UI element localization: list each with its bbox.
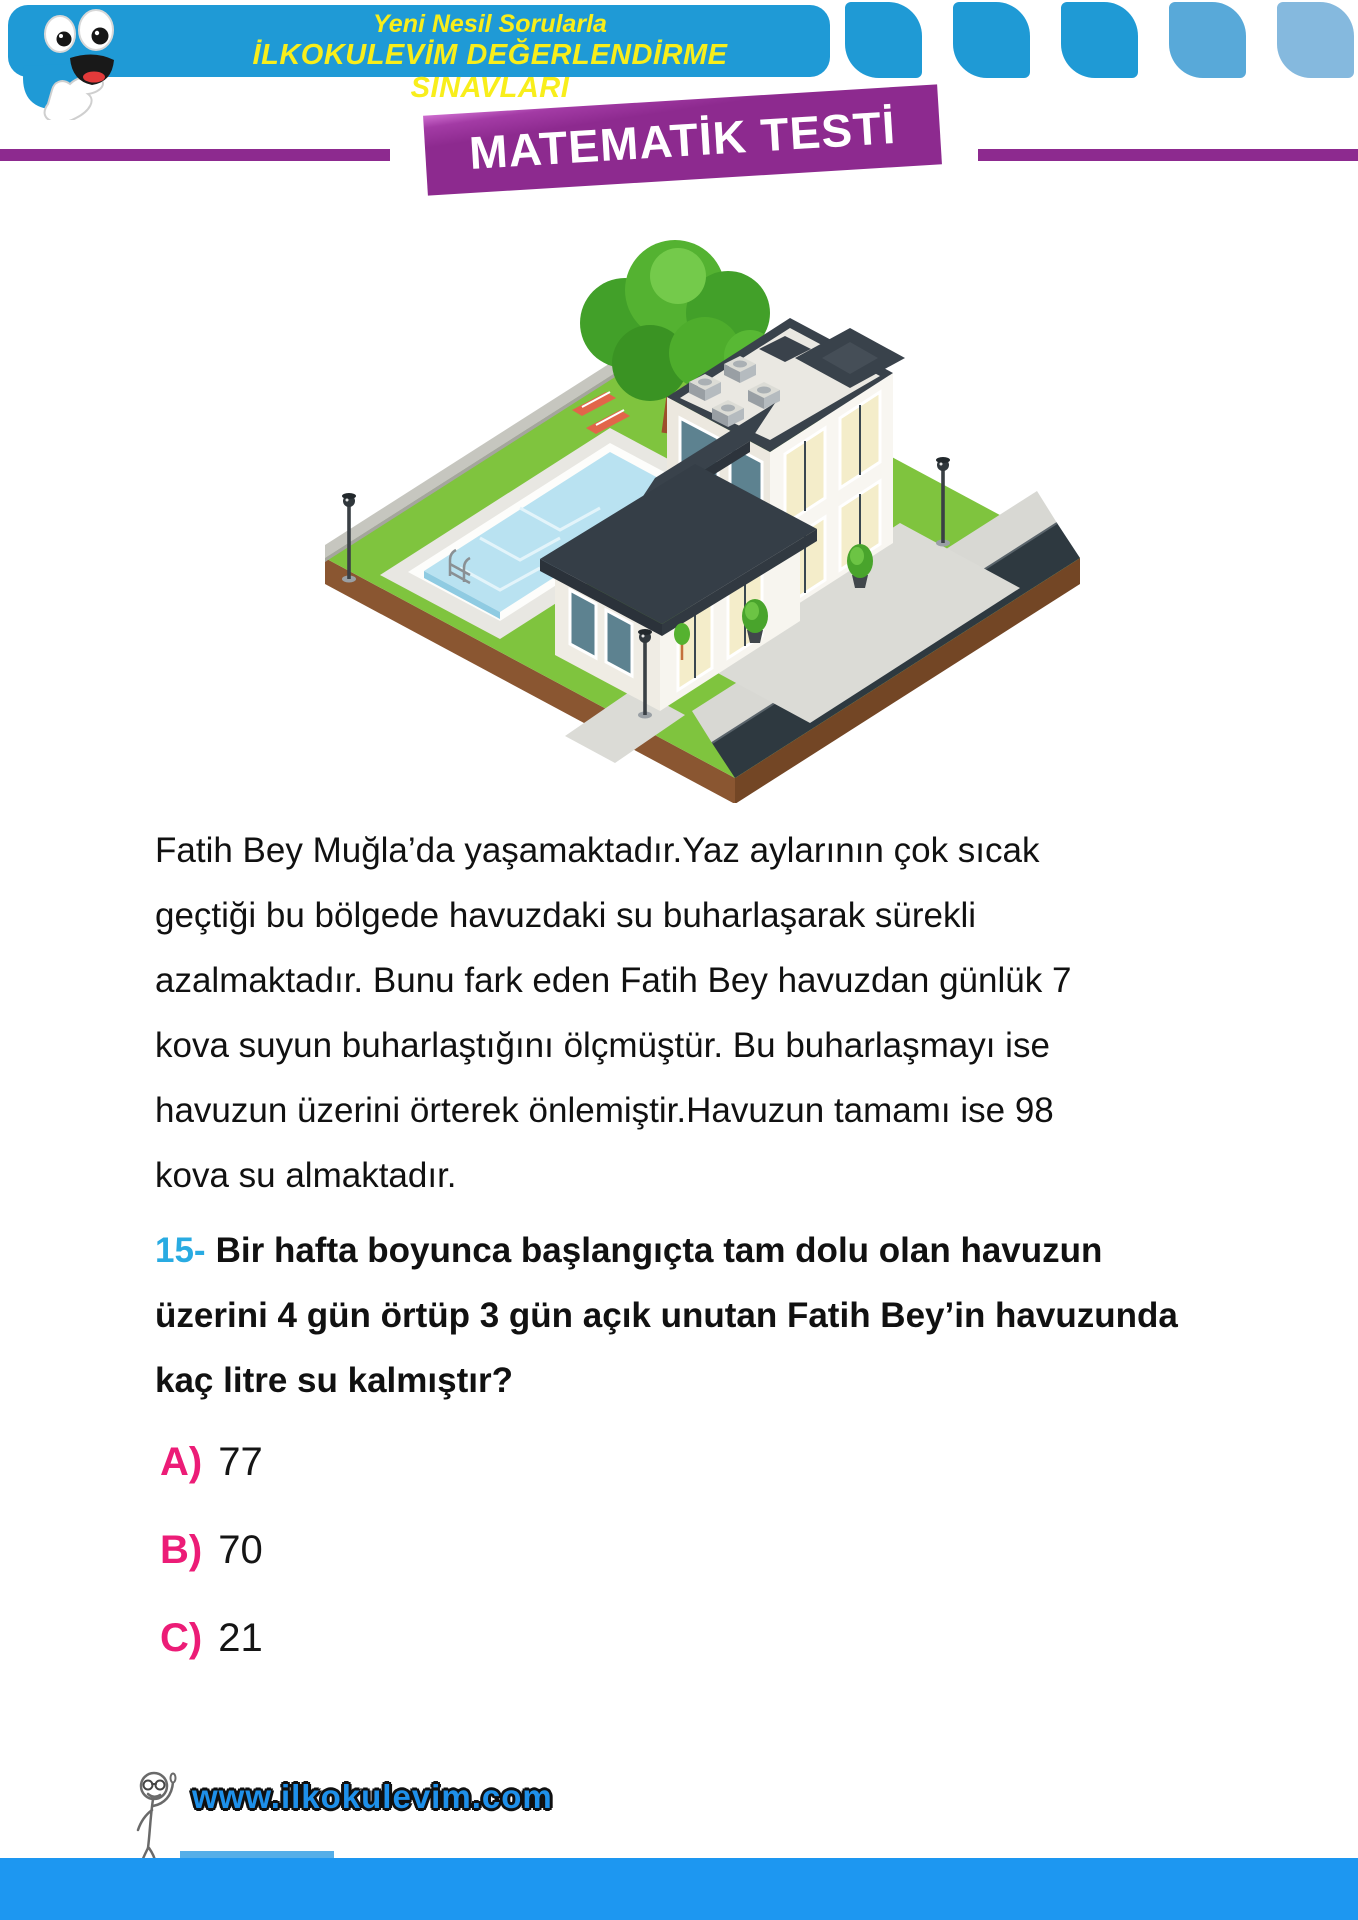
question-line: üzerini 4 gün örtüp 3 gün açık unutan Fatih Bey’in havuzunda	[155, 1296, 1178, 1335]
option-b-value: 70	[218, 1527, 263, 1572]
decorative-tile	[1277, 2, 1354, 78]
question-line: kaç litre su kalmıştır?	[155, 1361, 513, 1400]
passage-line: Fatih Bey Muğla’da yaşamaktadır.Yaz aylarının çok sıcak	[155, 831, 1040, 870]
question-number: 15-	[155, 1231, 206, 1270]
section-title: MATEMATİK TESTİ	[467, 101, 898, 179]
website-text: www.ilkokulevim.com	[192, 1778, 553, 1815]
header-tagline: Yeni Nesil Sorularla	[373, 10, 607, 38]
passage-line: havuzun üzerini örterek önlemiştir.Havuzun tamamı ise 98	[155, 1091, 1054, 1130]
decorative-tile	[1061, 2, 1138, 78]
option-a-label: A)	[160, 1439, 203, 1484]
passage	[155, 818, 1265, 1208]
decorative-tile	[845, 2, 922, 78]
passage-line: geçtiği bu bölgede havuzdaki su buharlaşarak sürekli	[155, 896, 977, 935]
option-c	[160, 1594, 263, 1682]
house-illustration	[280, 228, 1080, 803]
question-text: Bir hafta boyunca başlangıçta tam dolu olan havuzun	[215, 1231, 1103, 1270]
passage-line: kova suyun buharlaştığını ölçmüştür. Bu buharlaşmayı ise	[155, 1026, 1050, 1065]
option-c-label: C)	[160, 1615, 203, 1660]
divider-right	[978, 149, 1358, 161]
option-b-label: B)	[160, 1527, 203, 1572]
question-15	[155, 1218, 1285, 1413]
footer-bar	[0, 1858, 1358, 1920]
answer-options	[160, 1418, 263, 1682]
option-a	[160, 1418, 263, 1506]
passage-line: kova su almaktadır.	[155, 1156, 457, 1195]
divider-left	[0, 149, 390, 161]
decorative-tile	[953, 2, 1030, 78]
option-c-value: 21	[218, 1615, 263, 1660]
decorative-tile	[1169, 2, 1246, 78]
mascot-face-icon	[14, 8, 164, 120]
option-b	[160, 1506, 263, 1594]
passage-line: azalmaktadır. Bunu fark eden Fatih Bey havuzdan günlük 7	[155, 961, 1072, 1000]
question-line	[155, 1218, 1285, 1283]
header-title: İLKOKULEVİM DEĞERLENDİRME SINAVLARI	[252, 38, 728, 105]
header-texts	[190, 10, 790, 105]
option-a-value: 77	[218, 1439, 263, 1484]
